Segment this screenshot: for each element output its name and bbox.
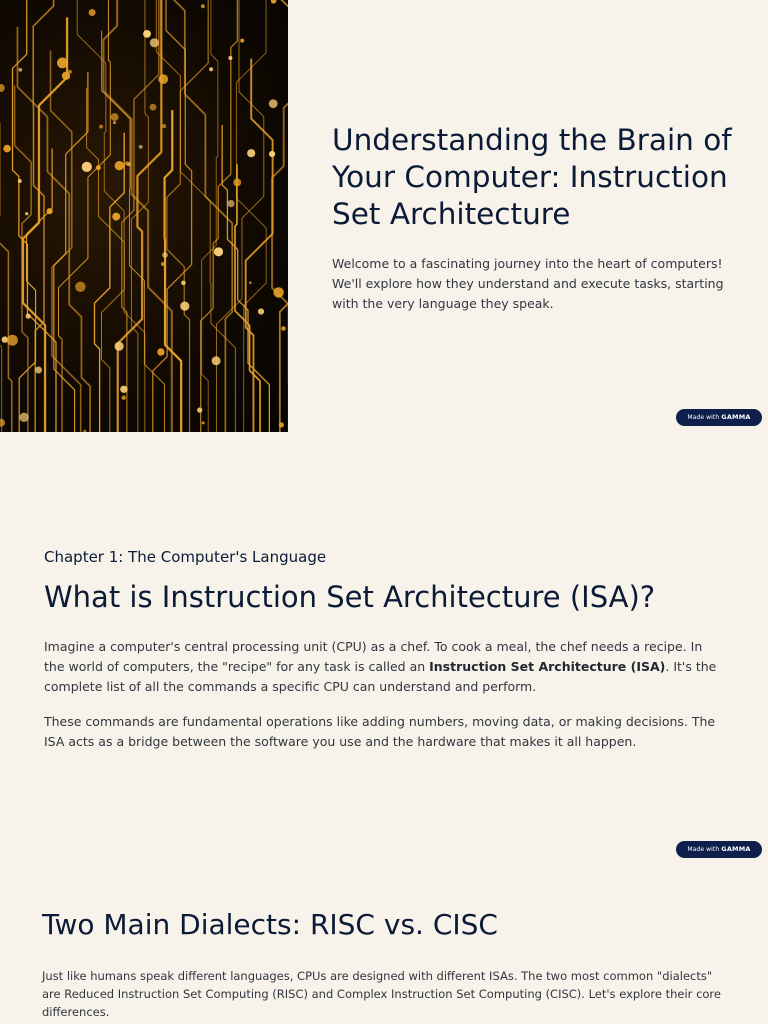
circuit-pad <box>180 302 189 311</box>
circuit-pad <box>162 252 168 258</box>
circuit-pad <box>150 38 159 47</box>
circuit-pad <box>197 407 202 412</box>
circuit-pad <box>162 124 166 128</box>
circuit-pad <box>99 125 103 129</box>
body-paragraph <box>44 637 724 697</box>
circuit-pad <box>269 99 278 108</box>
circuit-pad <box>202 421 205 424</box>
circuit-pad <box>115 161 124 170</box>
badge-prefix: Made with <box>687 846 720 853</box>
title-slide <box>0 0 768 432</box>
intro-text: Welcome to a fascinating journey into the heart of computers! We'll explore how they understand and execute tasks, starting with the very language they speak. <box>332 256 724 311</box>
circuit-pad <box>18 179 22 183</box>
circuit-pad <box>96 165 101 170</box>
circuit-pad <box>249 281 252 284</box>
circuit-pad <box>26 314 31 319</box>
circuit-pad <box>247 149 255 157</box>
badge-prefix: Made with <box>687 414 720 421</box>
circuit-pad <box>139 145 143 149</box>
circuit-pad <box>279 422 284 427</box>
circuit-pad <box>125 161 129 165</box>
circuit-pad <box>122 396 126 400</box>
circuit-pad <box>25 212 28 215</box>
body-paragraph: Just like humans speak different languages, CPUs are designed with different ISAs. The two most common "dialects" are Reduced Instruction Set Computing (RISC) and Complex Instruction Set Computing (CISC). Let's explore their core differences. <box>42 969 721 1019</box>
circuit-pad <box>82 162 92 172</box>
section-title: What is Instruction Set Architecture (ISA)? <box>44 580 656 614</box>
bold-term: Instruction Set Architecture (ISA) <box>429 659 666 674</box>
circuit-pad <box>111 113 119 121</box>
circuit-pad <box>75 282 85 292</box>
circuit-pad <box>158 74 168 84</box>
circuit-pad <box>57 58 68 69</box>
circuit-pad <box>201 4 205 8</box>
paragraph-text: . It's the complete list of all the commands a specific CPU can understand and perform. <box>44 659 717 694</box>
circuit-pad <box>281 326 286 331</box>
gamma-logo: GAMMA <box>721 845 751 853</box>
circuit-pad <box>120 386 127 393</box>
risc-cisc-slide <box>0 864 768 1024</box>
page-title: Understanding the Brain of Your Computer: Instruction Set Architecture <box>332 123 732 231</box>
circuit-pad <box>115 342 124 351</box>
circuit-pad <box>3 145 11 153</box>
chapter-label: Chapter 1: The Computer's Language <box>44 548 327 566</box>
circuit-pad <box>112 213 120 221</box>
circuit-pad <box>19 413 28 422</box>
circuit-pad <box>7 335 18 346</box>
circuit-pad <box>228 56 232 60</box>
made-with-gamma-badge[interactable] <box>676 409 762 426</box>
circuit-pad <box>161 262 165 266</box>
section-title: Two Main Dialects: RISC vs. CISC <box>42 908 498 941</box>
circuit-pad <box>143 30 151 38</box>
circuit-pad <box>35 367 42 374</box>
circuit-pad <box>89 9 96 16</box>
circuit-pad <box>212 356 221 365</box>
circuit-pad <box>273 287 283 297</box>
circuit-pad <box>181 281 186 286</box>
circuit-pad <box>150 104 157 111</box>
circuit-pad <box>113 121 116 124</box>
circuit-pad <box>0 84 5 92</box>
circuit-pad <box>227 200 234 207</box>
circuit-pad <box>240 39 244 43</box>
circuit-pad <box>0 419 5 427</box>
chapter-1-slide <box>0 432 768 864</box>
made-with-gamma-badge[interactable] <box>676 841 762 858</box>
gamma-logo: GAMMA <box>721 413 751 421</box>
circuit-pad <box>47 208 53 214</box>
circuit-pad <box>209 67 213 71</box>
circuit-traces <box>0 0 288 432</box>
circuit-pad <box>271 0 277 4</box>
circuit-board-image <box>0 0 288 432</box>
circuit-pad <box>18 68 22 72</box>
body-paragraph: These commands are fundamental operations like adding numbers, moving data, or making decisions. The ISA acts as a bridge between the software you use and the hardware that makes it all happen. <box>44 714 716 749</box>
circuit-pad <box>214 247 223 256</box>
circuit-pad <box>68 70 72 74</box>
paragraph-text: Imagine a computer's central processing unit (CPU) as a chef. To cook a meal, the chef needs a recipe. In the world of computers, the "recipe" for any task is called an <box>44 639 703 674</box>
circuit-pad <box>157 348 164 355</box>
circuit-pad <box>258 308 264 314</box>
circuit-pad <box>269 151 275 157</box>
circuit-pad <box>233 178 241 186</box>
